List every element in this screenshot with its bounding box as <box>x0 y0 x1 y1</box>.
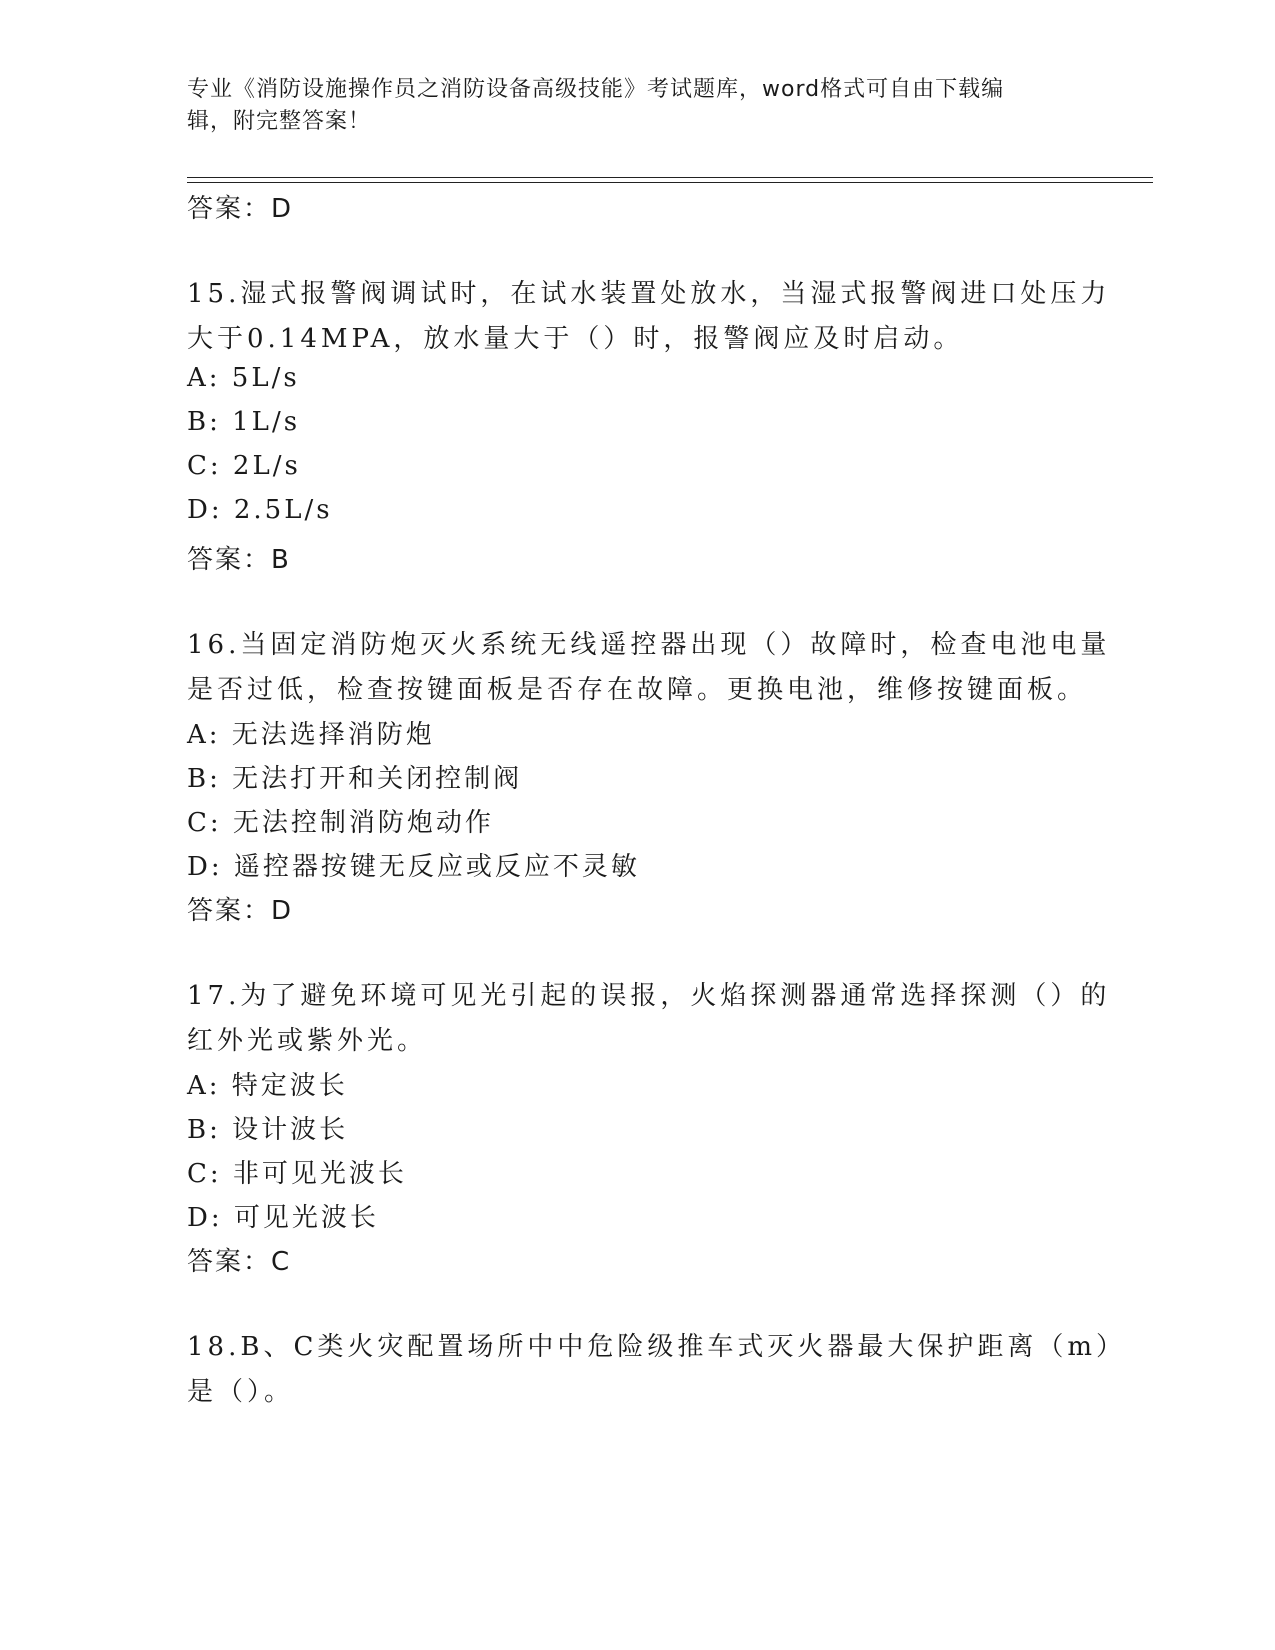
question-stem-line: 是（）。 <box>187 1377 295 1407</box>
header-rule-bottom <box>187 182 1153 183</box>
option-c: C: 2L/s <box>187 451 301 481</box>
option-d: D: 遥控器按键无反应或反应不灵敏 <box>187 852 640 882</box>
option-b: B: 1L/s <box>187 407 301 437</box>
answer: 答案：D <box>187 896 294 926</box>
header-line-1: 专业《消防设施操作员之消防设备高级技能》考试题库，word格式可自由下载编 <box>187 77 1005 102</box>
header-line-2: 辑，附完整答案！ <box>187 109 372 134</box>
answer: 答案：C <box>187 1247 292 1277</box>
answer: 答案：B <box>187 545 291 575</box>
option-c: C: 非可见光波长 <box>187 1159 407 1189</box>
option-b: B: 设计波长 <box>187 1115 349 1145</box>
question-stem-line: 是否过低，检查按键面板是否存在故障。更换电池，维修按键面板。 <box>187 675 1088 705</box>
option-c: C: 无法控制消防炮动作 <box>187 808 494 838</box>
option-d: D: 2.5L/s <box>187 495 333 525</box>
question-stem-line: 大于0.14MPA，放水量大于（）时，报警阀应及时启动。 <box>187 324 964 354</box>
question-stem-line: 15.湿式报警阀调试时，在试水装置处放水，当湿式报警阀进口处压力 <box>187 279 1111 309</box>
header-rule-top <box>187 177 1153 178</box>
question-stem-line: 红外光或紫外光。 <box>187 1026 428 1056</box>
header-text <box>187 74 1067 138</box>
answer-previous: 答案：D <box>187 194 294 224</box>
option-a: A: 特定波长 <box>187 1071 348 1101</box>
question-stem-line: 17.为了避免环境可见光引起的误报，火焰探测器通常选择探测（）的 <box>187 981 1111 1011</box>
question-stem-line: 18.B、C类火灾配置场所中中危险级推车式灭火器最大保护距离（m） <box>187 1332 1127 1362</box>
option-b: B: 无法打开和关闭控制阀 <box>187 764 523 794</box>
question-stem-line: 16.当固定消防炮灭火系统无线遥控器出现（）故障时，检查电池电量 <box>187 630 1111 660</box>
option-a: A: 无法选择消防炮 <box>187 720 435 750</box>
option-a: A: 5L/s <box>187 363 300 393</box>
option-d: D: 可见光波长 <box>187 1203 379 1233</box>
